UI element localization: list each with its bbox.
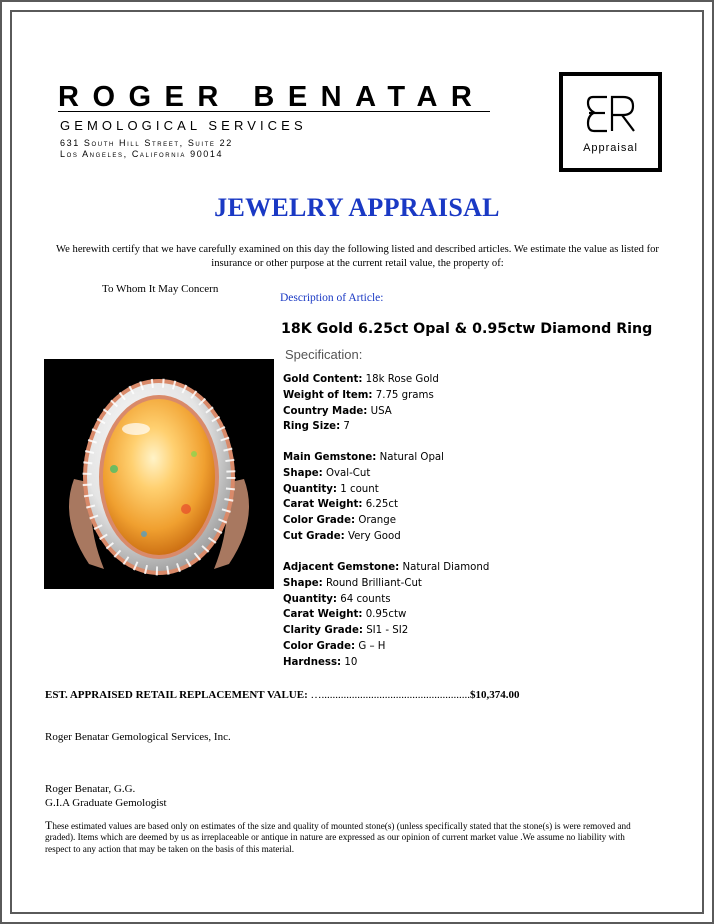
spec-value: 64 counts — [340, 593, 391, 605]
adjacent-gemstone-specs — [283, 560, 489, 671]
spec-value: SI1 - SI2 — [366, 625, 409, 637]
spec-key: Carat Weight: — [283, 499, 363, 511]
spec-value: 7.75 grams — [375, 389, 434, 401]
spec-line — [283, 529, 444, 545]
recipient: To Whom It May Concern — [102, 283, 219, 295]
item-title: 18K Gold 6.25ct Opal & 0.95ctw Diamond Ring — [281, 321, 653, 337]
spec-key: Hardness: — [283, 656, 342, 668]
spec-key: Quantity: — [283, 593, 337, 605]
spec-key: Weight of Item: — [283, 389, 373, 401]
spec-line — [283, 576, 489, 592]
main-gemstone-specs — [283, 450, 444, 545]
spec-value: USA — [370, 405, 392, 417]
appraised-value-label: EST. APPRAISED RETAIL REPLACEMENT VALUE: — [45, 689, 308, 701]
spec-line — [283, 404, 439, 420]
spec-key: Main Gemstone: — [283, 452, 377, 463]
spec-line — [283, 466, 444, 482]
spec-line — [283, 639, 489, 655]
company-name: Roger Benatar Gemological Services, Inc. — [45, 731, 231, 743]
spec-value: G – H — [358, 640, 386, 652]
spec-key: Gold Content: — [283, 374, 363, 385]
specification-label: Specification: — [285, 347, 363, 362]
spec-line — [283, 607, 489, 623]
appraisal-logo — [559, 72, 662, 172]
brand-underline — [58, 111, 490, 112]
spec-line — [283, 623, 489, 639]
spec-key: Shape: — [283, 467, 323, 479]
spec-key: Adjacent Gemstone: — [283, 562, 400, 573]
spec-key: Carat Weight: — [283, 609, 363, 621]
dot-leader: …...................................................... — [310, 689, 470, 701]
spec-line — [283, 388, 439, 404]
description-label: Description of Article: — [280, 292, 384, 304]
spec-key: Country Made: — [283, 405, 368, 417]
brand-name: ROGER BENATAR — [58, 81, 486, 113]
spec-line — [283, 450, 444, 466]
spec-line — [283, 655, 489, 671]
appraised-value-line — [45, 689, 520, 701]
spec-line — [283, 482, 444, 498]
spec-value: 0.95ctw — [365, 609, 407, 621]
spec-line — [283, 592, 489, 608]
logo-caption: Appraisal — [583, 142, 638, 154]
metal-specs — [283, 372, 439, 435]
signatory-credential: G.I.A Graduate Gemologist — [45, 797, 167, 809]
spec-value: Very Good — [347, 530, 401, 542]
brand-subtitle: GEMOLOGICAL SERVICES — [60, 118, 307, 133]
certification-text: We herewith certify that we have carefully examined on this day the following listed and described articles. We estimate the value as listed for insurance or other purpose at the current retail value, the property of: — [56, 244, 659, 269]
spec-value: 1 count — [340, 483, 379, 495]
spec-value: 10 — [344, 656, 358, 668]
spec-line — [283, 372, 439, 388]
spec-key: Quantity: — [283, 483, 337, 495]
spec-value: Oval-Cut — [326, 467, 371, 479]
spec-key: Shape: — [283, 577, 323, 589]
spec-value: Natural Opal — [379, 452, 444, 463]
spec-key: Cut Grade: — [283, 530, 345, 542]
spec-value: Orange — [358, 515, 396, 527]
spec-value: Natural Diamond — [402, 562, 490, 573]
spec-value: 18k Rose Gold — [365, 374, 439, 385]
address-line-1: 631 South Hill Street, Suite 22 — [60, 138, 233, 148]
signatory-name: Roger Benatar, G.G. — [45, 783, 136, 795]
spec-line — [283, 560, 489, 576]
document-title: JEWELRY APPRAISAL — [214, 193, 500, 222]
spec-value: 6.25ct — [365, 499, 398, 511]
spec-value: Round Brilliant-Cut — [326, 577, 422, 589]
spec-key: Clarity Grade: — [283, 625, 363, 637]
spec-line — [283, 497, 444, 513]
appraised-value: $10,374.00 — [470, 689, 520, 701]
ring-photo — [44, 359, 274, 589]
address-line-2: Los Angeles, California 90014 — [60, 149, 224, 159]
spec-line — [283, 419, 439, 435]
spec-line — [283, 513, 444, 529]
spec-key: Ring Size: — [283, 421, 341, 433]
spec-value: 7 — [343, 421, 350, 433]
spec-key: Color Grade: — [283, 640, 356, 652]
spec-key: Color Grade: — [283, 515, 356, 527]
disclaimer: These estimated values are based only on estimates of the size and quality of mounted stone(s) (unless specifically stated that the stone(s) is were removed and graded). Items which are deemed by us as irreplaceable or antique in nature are expressed as our opinion of current market value .We assume no liability with respect to any action that may be taken on the basis of this material. — [45, 818, 631, 854]
br-monogram-icon — [585, 94, 637, 134]
